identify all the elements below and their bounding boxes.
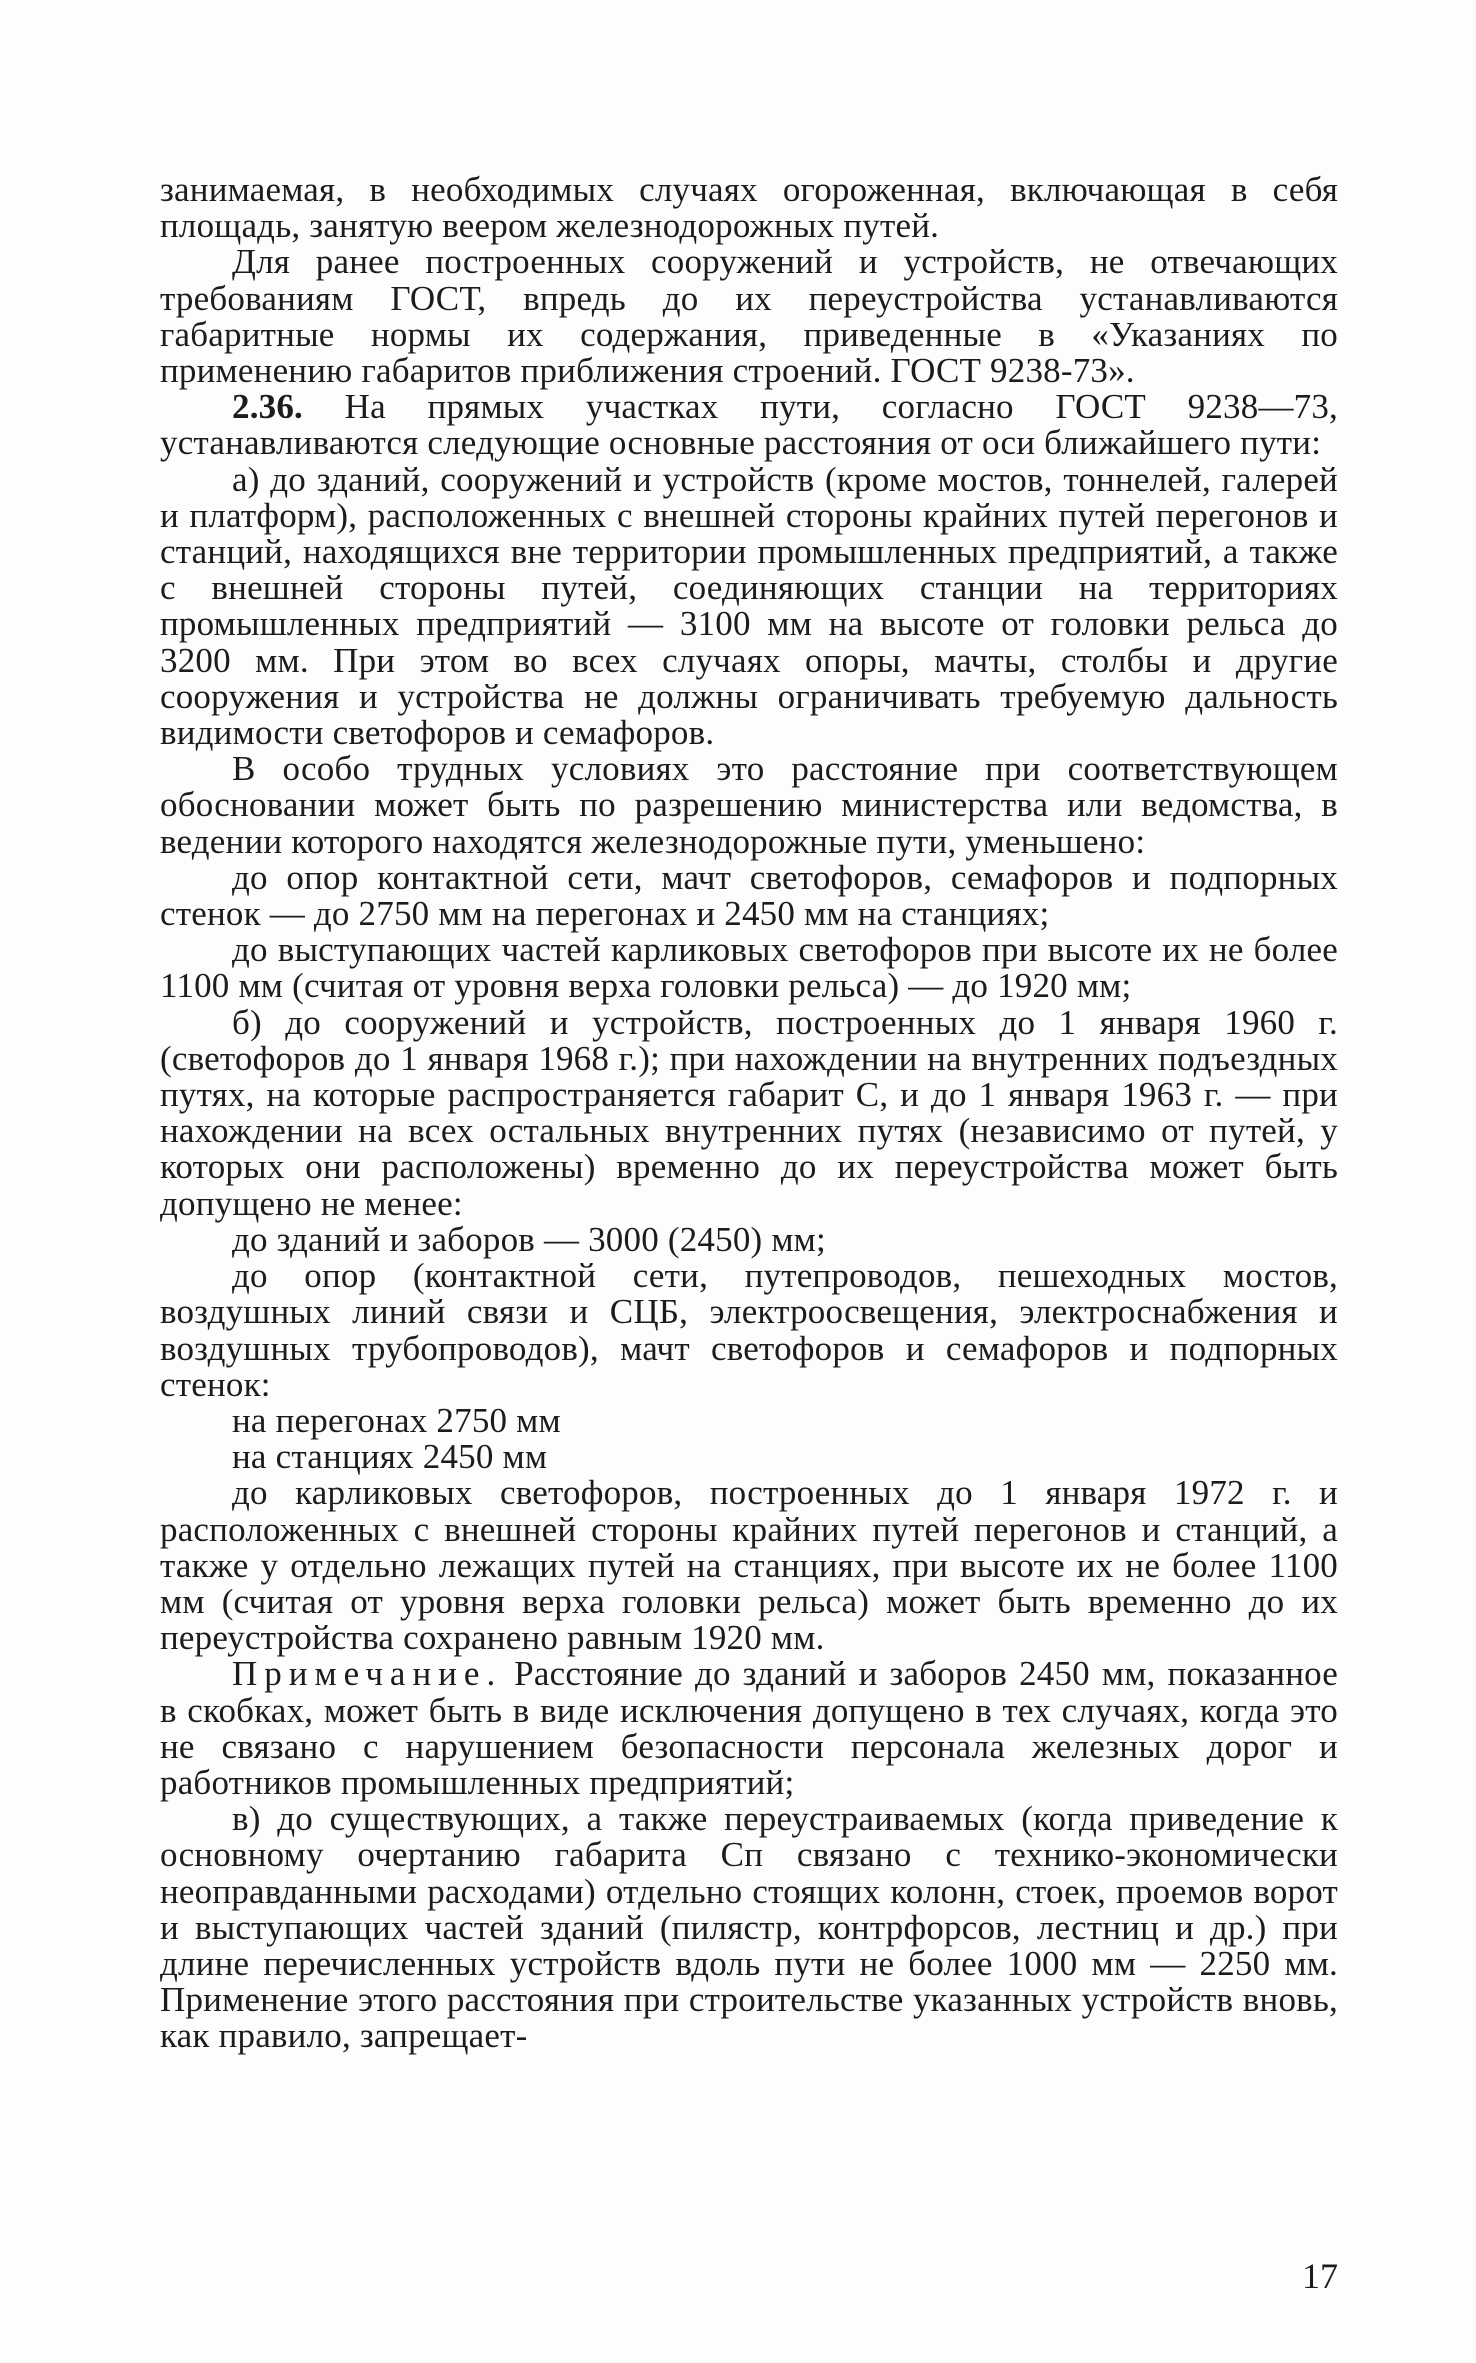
- paragraph-difficult-conditions: В особо трудных условиях это расстояние при соответствующем обосновании может быть по разрешению министерства или ведомства, в ведении которого находятся железнодорожные пути, уменьшено:: [160, 749, 1338, 861]
- paragraph-supports: до опор (контактной сети, путепроводов, пешеходных мостов, воздушных линий связи и СЦБ, электроосвещения, электроснабжения и воздушных трубопроводов), мачт светофоров и семафоров и подпорных стенок:: [160, 1256, 1338, 1404]
- paragraph-dwarf-signals-1972: до карликовых светофоров, построенных до 1 января 1972 г. и расположенных с внешней стороны крайних путей перегонов и станций, а также у отдельно лежащих путей на станциях, при высоте их не более 1100 мм (считая от уровня верха головки рельса) может быть временно до их переустройства сохранено равным 1920 мм.: [160, 1473, 1338, 1658]
- paragraph-on-hauls: на перегонах 2750 мм: [232, 1400, 561, 1440]
- paragraph-dwarf-signals: до выступающих частей карликовых светофоров при высоте их не более 1100 мм (считая от уровня верха головки рельса) — до 1920 мм;: [160, 930, 1338, 1006]
- paragraph-buildings-fences: до зданий и заборов — 3000 (2450) мм;: [232, 1219, 826, 1259]
- paragraph-contact-poles: до опор контактной сети, мачт светофоров, семафоров и подпорных стенок — до 2750 мм на перегонах и 2450 мм на станциях;: [160, 857, 1338, 934]
- paragraph-item-v: в) до существующих, а также переустраиваемых (когда приведение к основному очертанию габарита Сп связано с технико-экономически неоправданными расходами) отдельно стоящих колонн, стоек, проемов ворот и выступающих частей зданий (пилястр, контрфорсов, лестниц и др.) при длине перечисленных устройств вдоль пути не более 1000 мм — 2250 мм. Применение этого расстояния при строительстве указанных устройств вновь, как правило, запрещает-: [160, 1799, 1338, 2056]
- note-label: Примечание.: [232, 1654, 503, 1694]
- paragraph-continuation: занимаемая, в необходимых случаях огороженная, включающая в себя площадь, занятую веером железнодорожных путей.: [160, 170, 1338, 246]
- paragraph-existing-structures: Для ранее построенных сооружений и устройств, не отвечающих требованиям ГОСТ, впредь до их переустройства устанавливаются габаритные нормы их содержания, приведенные в «Указаниях по применению габаритов приближения строений. ГОСТ 9238-73».: [160, 242, 1338, 391]
- paragraph-item-b: б) до сооружений и устройств, построенных до 1 января 1960 г. (светофоров до 1 января 1968 г.); при нахождении на внутренних подъездных путях, на которые распространяется габарит С, и до 1 января 1963 г. — при нахождении на всех остальных внутренних путях (независимо от путей, у которых они расположены) временно до их переустройства может быть допущено не менее:: [160, 1002, 1338, 1223]
- note-text: Расстояние до зданий и заборов 2450 мм, показанное в скобках, может быть в виде исключения допущено в тех случаях, когда это не связано с нарушением безопасности персонала железных дорог и работников промышленных предприятий;: [160, 1654, 1338, 1802]
- paragraph-note: [160, 1656, 1338, 1801]
- body-text: [160, 172, 1338, 2055]
- page-number: 17: [1302, 2256, 1338, 2296]
- section-text: На прямых участках пути, согласно ГОСТ 9238—73, устанавливаются следующие основные расстояния от оси ближайшего пути:: [160, 387, 1338, 463]
- section-number: 2.36.: [232, 387, 303, 427]
- paragraph-on-stations: на станциях 2450 мм: [232, 1437, 548, 1477]
- paragraph-item-a: а) до зданий, сооружений и устройств (кроме мостов, тоннелей, галерей и платформ), расположенных с внешней стороны крайних путей перегонов и станций, находящихся вне территории промышленных предприятий, а также с внешней стороны путей, соединяющих станции на территориях промышленных предприятий — 3100 мм на высоте от головки рельса до 3200 мм. При этом во всех случаях опоры, мачты, столбы и другие сооружения и устройства не должны ограничивать требуемую дальность видимости светофоров и семафоров.: [160, 459, 1338, 753]
- paragraph-section-2-36: [160, 389, 1338, 461]
